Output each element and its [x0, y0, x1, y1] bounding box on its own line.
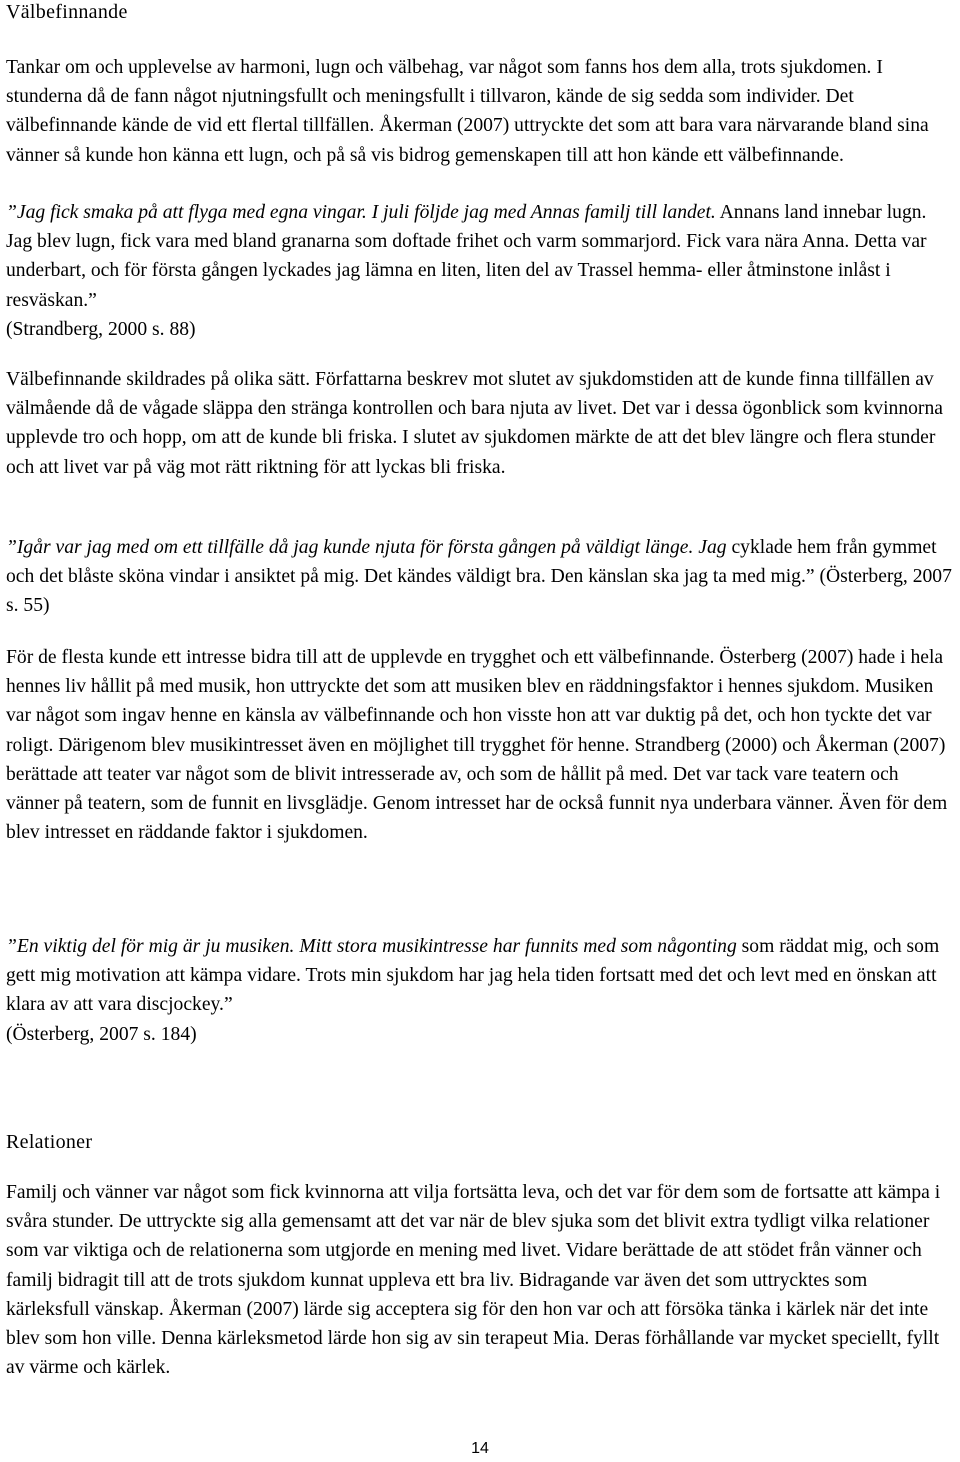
quote-italic-text: ”Jag fick smaka på att flyga med egna vingar. I juli följde jag med Annas familj till landet. [6, 202, 716, 223]
quote-text: Annans land innebar lugn. Jag blev lugn, fick vara med bland granarna som doftade frihet och varm sommarjord. Fick vara nära Anna. Detta var underbart, och för första gången lyckades jag lämna en liten, liten del av Trassel hemma- eller åtminstone inlåst i resväskan.” [6, 202, 927, 311]
paragraph-intresse: För de flesta kunde ett intresse bidra till att de upplevde en trygghet och ett välbefinnande. Österberg (2007) hade i hela hennes liv hållit på med musik, hon uttryckte det som att musiken blev en räddningsfaktor i hennes sjukdom. Musiken var något som ingav henne en känsla av välbefinnande och hon visste hon att var duktig på det, och hon tyckte det var roligt. Därigenom blev musikintresset även en möjlighet till trygghet för henne. Strandberg (2000) och Åkerman (2007) berättade att teater var något som de blivit intresserade av, och som de hållit på med. Det var tack vare teatern och vänner på teatern, som de funnit en livsglädje. Genom intresset har de också funnit nya underbara vänner. Även för dem blev intresset en räddande faktor i sjukdomen. [6, 647, 948, 844]
quote-text: som räddat mig, och som gett mig motivation att kämpa vidare. Trots min sjukdom har jag hela tiden fortsatt med det och levt med en önskan att klara av att vara discjockey.” [6, 936, 940, 1016]
quote-osterberg-1 [6, 533, 954, 621]
quote-text: cyklade hem från gymmet och det blåste sköna vindar i ansiktet på mig. Det kändes väldigt bra. Den känslan ska jag ta med mig.” (Österberg, 2007 s. 55) [6, 537, 952, 617]
quote-osterberg-2 [6, 932, 954, 1049]
quote-italic-text: ”Igår var jag med om ett tillfälle då jag kunde njuta för första gången på väldigt länge. Jag [6, 537, 727, 558]
section-heading-valbefinnande: Välbefinnande [6, 1, 128, 23]
quote-strandberg [6, 198, 954, 344]
section-heading-relationer: Relationer [6, 1131, 93, 1153]
quote-italic-text: ”En viktig del för mig är ju musiken. Mitt stora musikintresse har funnits med som någonting [6, 936, 737, 957]
paragraph-intro: Tankar om och upplevelse av harmoni, lugn och välbehag, var något som fanns hos dem alla, trots sjukdomen. I stunderna då de fann något njutningsfullt och meningsfullt i tillvaron, kände de sig sedda som individer. Det välbefinnande kände de vid ett flertal tillfällen. Åkerman (2007) uttryckte det som att bara vara närvarande bland sina vänner så kunde hon känna ett lugn, och på så vis bidrog gemenskapen till att hon kände ett välbefinnande. [6, 57, 929, 166]
paragraph-relationer: Familj och vänner var något som fick kvinnorna att vilja fortsätta leva, och det var för dem som de fortsatte att kämpa i svåra stunder. De uttryckte sig alla gemensamt att det var när de blev sjuka som det blivit extra tydligt vilka relationer som var viktiga och de relationerna som utgjorde en mening med livet. Vidare berättade de att stödet från vänner och familj bidragit till att de trots sjukdom kunnat uppleva ett bra liv. Bidragande var även det som uttrycktes som kärleksfull vänskap. Åkerman (2007) lärde sig acceptera sig för den hon var och att försöka tänka i kärlek när det inte blev som hon ville. Denna kärleksmetod lärde hon sig av sin terapeut Mia. Deras förhållande var mycket speciellt, fyllt av värme och kärlek. [6, 1182, 941, 1379]
paragraph-valbefinnande-skildrades: Välbefinnande skildrades på olika sätt. Författarna beskrev mot slutet av sjukdomstiden att de kunde finna tillfällen av välmående då de vågade släppa den stränga kontrollen och bara njuta av livet. Det var i dessa ögonblick som kvinnorna upplevde tro och hopp, om att de kunde bli friska. I slutet av sjukdomen märkte de att det blev längre och flera stunder och att livet var på väg mot rätt riktning för att lyckas bli friska. [6, 369, 943, 478]
page-number: 14 [471, 1440, 489, 1457]
quote-reference: (Strandberg, 2000 s. 88) [6, 318, 196, 340]
quote-reference: (Österberg, 2007 s. 184) [6, 1023, 197, 1045]
